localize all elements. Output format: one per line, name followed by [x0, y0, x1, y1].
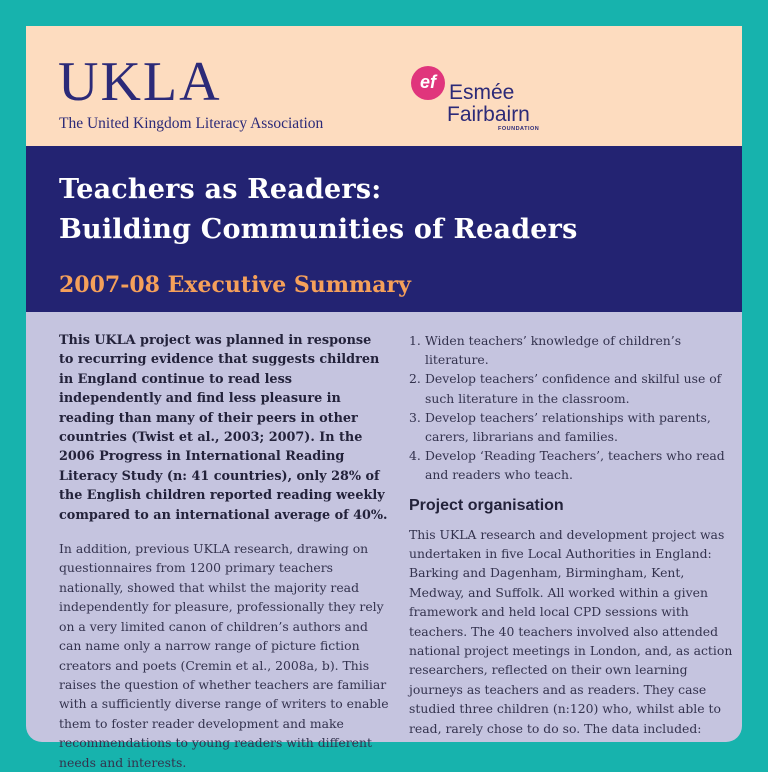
esmee-fairbairn-logo: [411, 64, 581, 134]
ef-mark-icon: ef: [411, 66, 445, 100]
intro-paragraph: This UKLA project was planned in response to recurring evidence that suggests children in England continue to read less independently and find less pleasure in reading than many of their peers in other countries (Twist et al., 2003; 2007). In the 2006 Progress in International Reading Literacy Study (n: 41 countries), only 28% of the English children reported reading weekly compared to an international average of 40%.: [59, 333, 388, 523]
section-heading: Project organisation: [409, 496, 564, 514]
title-line-1: Teachers as Readers:: [59, 174, 382, 205]
summary-page: [26, 26, 742, 770]
section-body: This UKLA research and development project was undertaken in five Local Authorities in England: Barking and Dagenham, Birmingham, Kent, Medway, and Suffolk. All worked within a given framework and held local CPD sessions with teachers. The 40 teachers involved also attended national project meetings in London, and, as action researchers, reflected on their own learning journeys as teachers and as readers. They case studied three children (n:120) who, whilst able to read, rarely chose to do so. The data included:: [409, 526, 733, 736]
aim-item: 4. Develop ‘Reading Teachers’, teachers who read and readers who teach.: [409, 448, 725, 483]
aim-item: 1. Widen teachers’ knowledge of children’s literature.: [409, 333, 682, 368]
title-line-2: Building Communities of Readers: [59, 214, 578, 245]
partner-name-line2: Fairbairn: [447, 103, 530, 126]
aim-item: 2. Develop teachers’ confidence and skilful use of such literature in the classroom.: [409, 371, 722, 406]
aim-item: 3. Develop teachers’ relationships with parents, carers, librarians and families.: [409, 409, 711, 445]
body-paragraph: In addition, previous UKLA research, drawing on questionnaires from 1200 primary teachers nationally, showed that whilst the majority read independently for pleasure, professionally they rely on a very limited canon of children’s authors and can name only a narrow range of picture fiction creators and poets (Cremin et al., 2008a, b). This raises the question of whether teachers are familiar with a sufficiently diverse range of writers to enable them to foster reader development and make recommendations to young readers with different needs and interests.: [59, 541, 389, 770]
ukla-logo: UKLA: [58, 51, 222, 113]
ukla-full-name: The United Kingdom Literacy Association: [59, 115, 324, 132]
header-banner: [26, 26, 742, 146]
page-title: [59, 170, 578, 250]
left-column: [59, 331, 389, 772]
right-column: [409, 331, 739, 738]
page-subtitle: 2007-08 Executive Summary: [59, 272, 411, 298]
aims-list: [409, 331, 739, 485]
partner-name-line1: Esmée: [449, 81, 515, 104]
partner-foundation-label: FOUNDATION: [498, 126, 540, 132]
title-band: [26, 146, 742, 312]
